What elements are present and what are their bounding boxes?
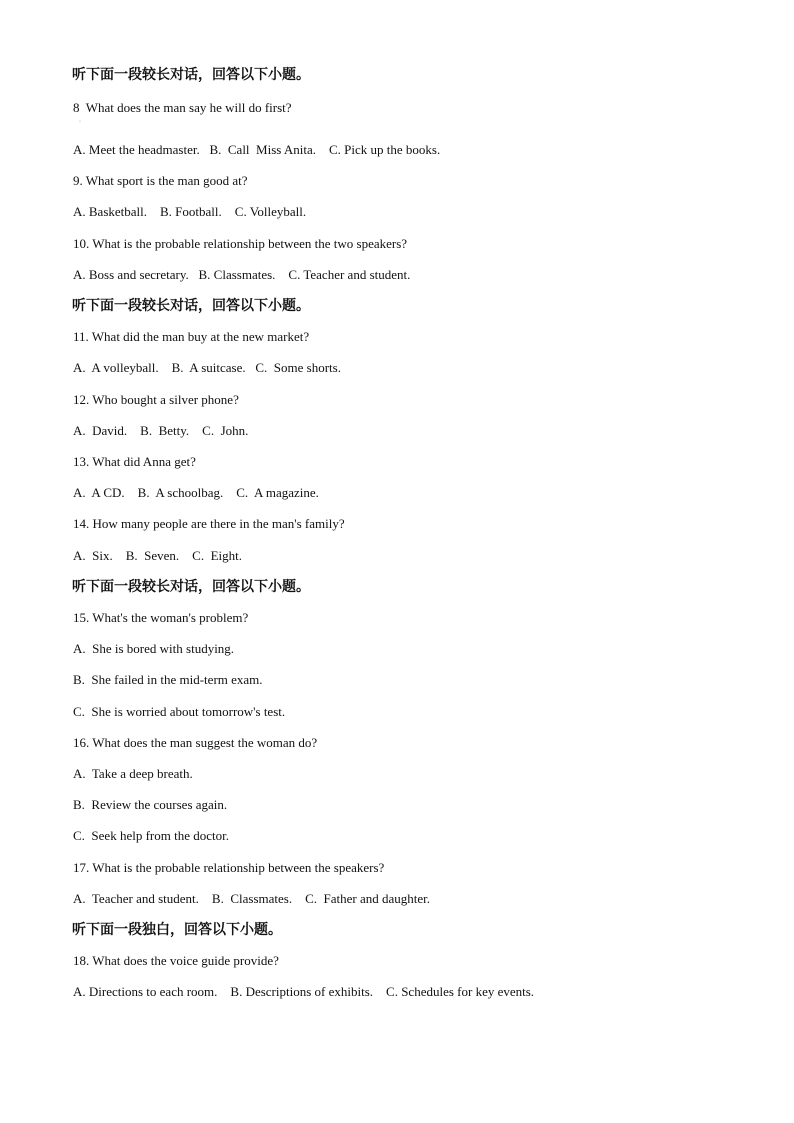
section-heading: 听下面一段较长对话，回答以下小题。 xyxy=(72,67,310,83)
section-heading: 听下面一段较长对话，回答以下小题。 xyxy=(72,579,310,595)
options-8: A. Meet the headmaster. B. Call Miss Anita. C. Pick up the books. xyxy=(73,142,441,157)
question-12: 12. Who bought a silver phone? xyxy=(73,392,239,407)
options-9: A. Basketball. B. Football. C. Volleyball. xyxy=(73,204,307,219)
option-15c: C. She is worried about tomorrow's test. xyxy=(73,704,286,719)
section-heading: 听下面一段较长对话，回答以下小题。 xyxy=(72,298,310,314)
stray-mark: · xyxy=(79,119,81,125)
options-12: A. David. B. Betty. C. John. xyxy=(73,423,249,438)
options-14: A. Six. B. Seven. C. Eight. xyxy=(73,548,243,563)
option-16a: A. Take a deep breath. xyxy=(73,766,193,781)
question-14: 14. How many people are there in the man's family? xyxy=(73,516,345,531)
question-16: 16. What does the man suggest the woman do? xyxy=(73,735,318,750)
question-8: 8 What does the man say he will do first? xyxy=(73,100,292,115)
options-10: A. Boss and secretary. B. Classmates. C. Teacher and student. xyxy=(73,267,411,282)
option-15a: A. She is bored with studying. xyxy=(73,641,235,656)
option-16b: B. Review the courses again. xyxy=(73,797,228,812)
options-17: A. Teacher and student. B. Classmates. C. Father and daughter. xyxy=(73,891,430,906)
options-13: A. A CD. B. A schoolbag. C. A magazine. xyxy=(73,485,319,500)
section-heading: 听下面一段独白，回答以下小题。 xyxy=(72,922,282,938)
question-11: 11. What did the man buy at the new market? xyxy=(73,329,310,344)
question-18: 18. What does the voice guide provide? xyxy=(73,953,279,968)
question-13: 13. What did Anna get? xyxy=(73,454,196,469)
question-9: 9. What sport is the man good at? xyxy=(73,173,248,188)
options-18: A. Directions to each room. B. Descriptions of exhibits. C. Schedules for key events. xyxy=(73,984,535,999)
question-17: 17. What is the probable relationship between the speakers? xyxy=(73,860,385,875)
question-10: 10. What is the probable relationship between the two speakers? xyxy=(73,236,408,251)
option-15b: B. She failed in the mid-term exam. xyxy=(73,672,263,687)
option-16c: C. Seek help from the doctor. xyxy=(73,828,229,843)
question-15: 15. What's the woman's problem? xyxy=(73,610,249,625)
options-11: A. A volleyball. B. A suitcase. C. Some shorts. xyxy=(73,360,341,375)
